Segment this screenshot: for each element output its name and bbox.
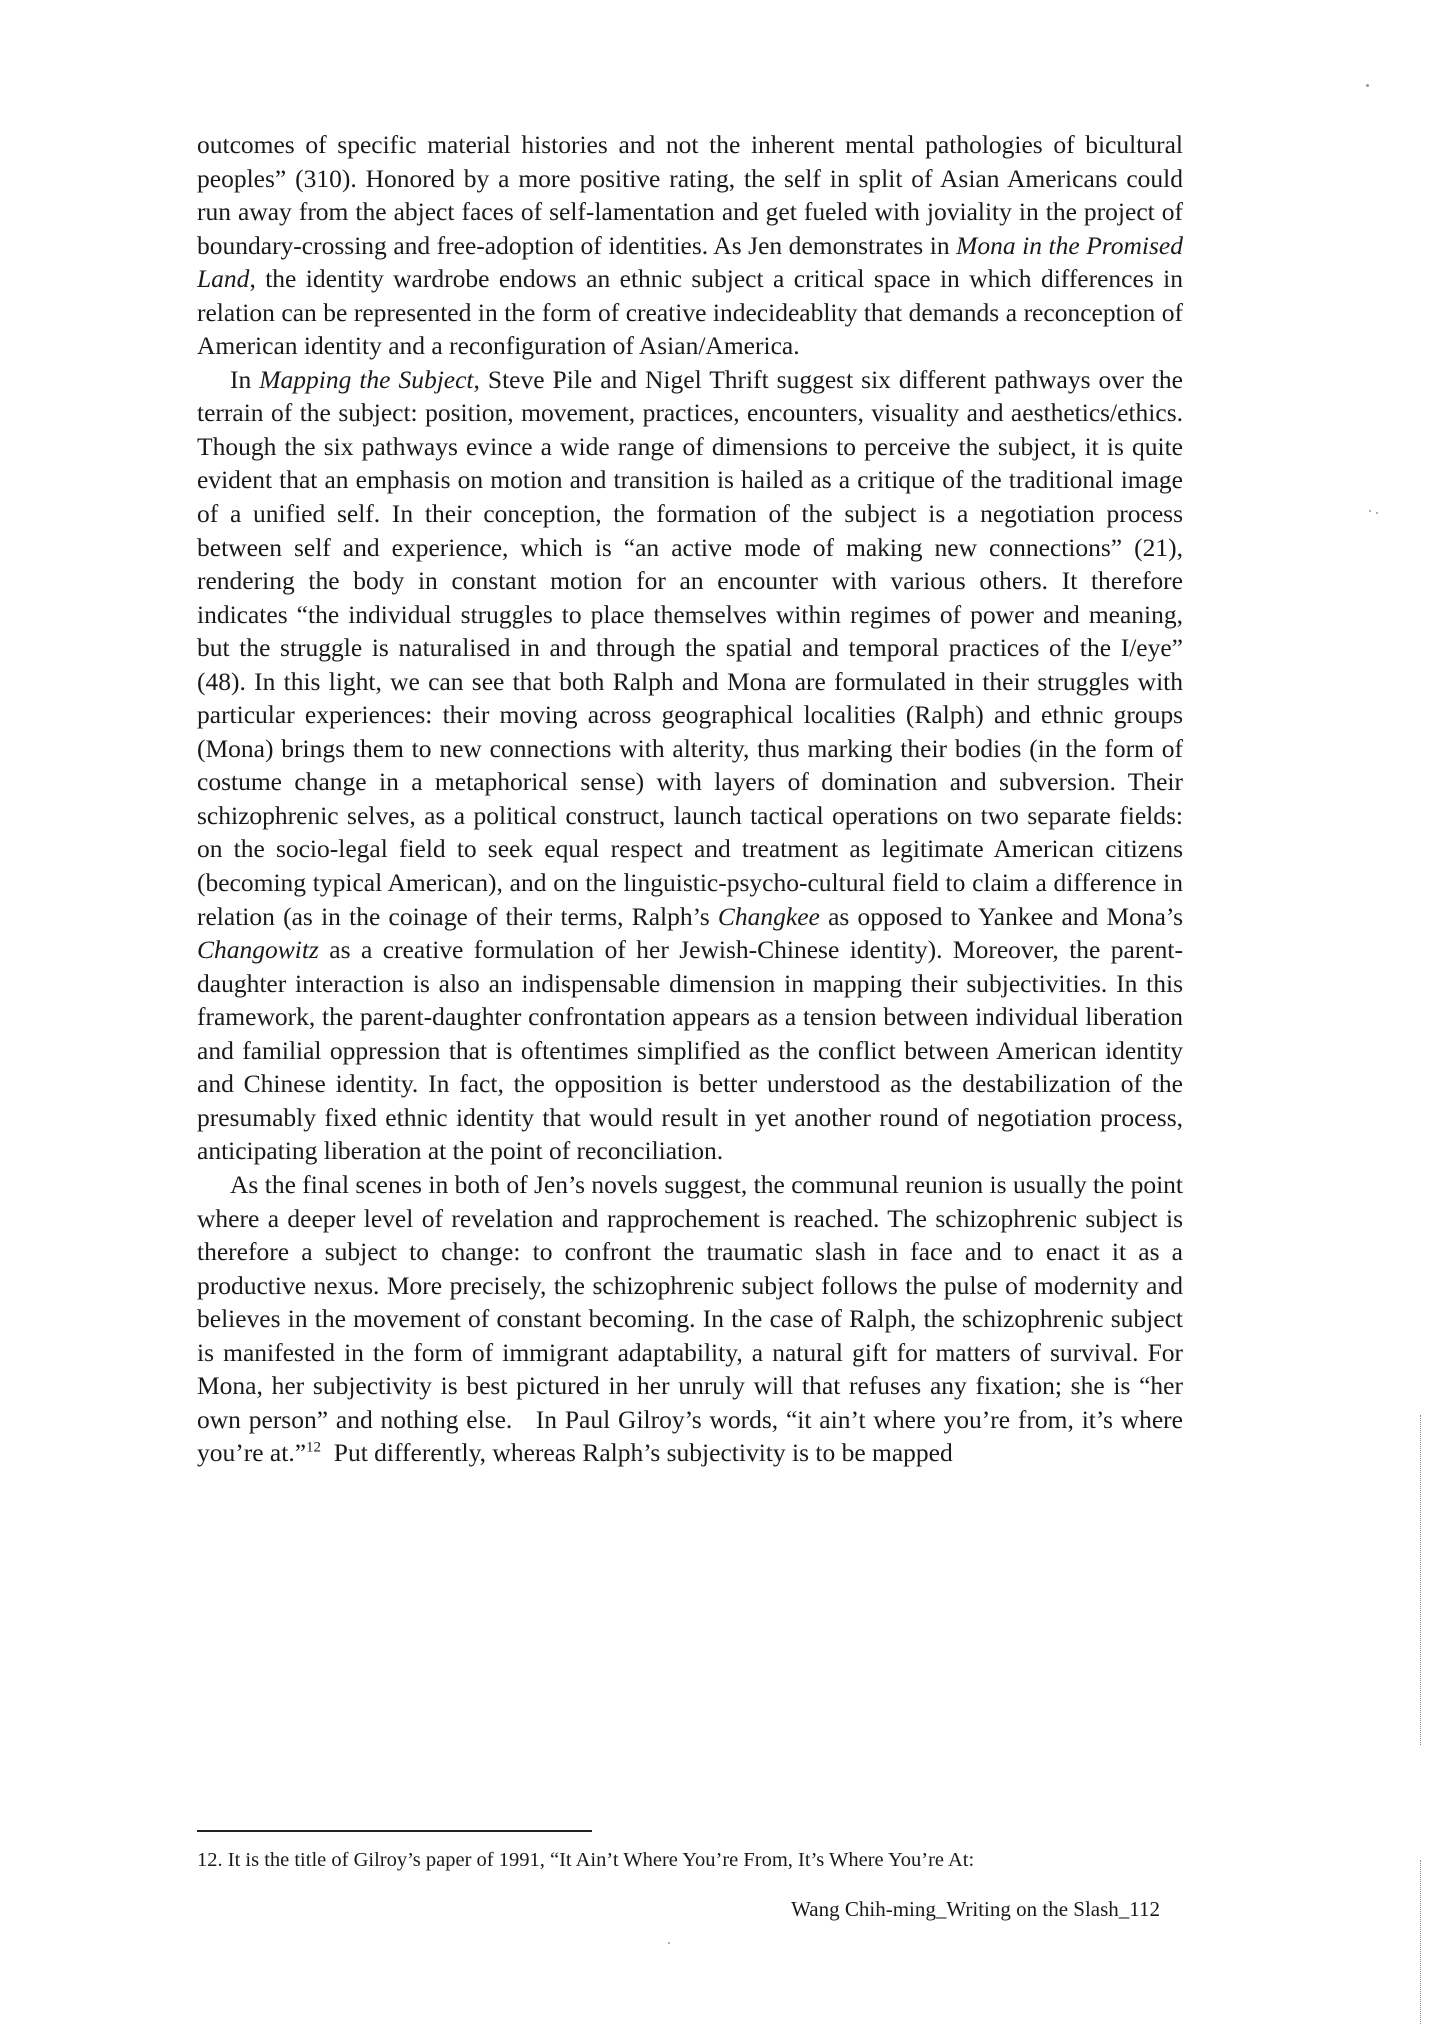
paragraph-text: outcomes of specific material histories and not the inherent mental pathologies of bicultural peoples” (310). Honored by a more positive rating, the self in split of Asian Americans could run away from the abject faces of self-lamentation and get fueled with joviality in the project of boundary-crossing and free-adoption of identities. As Jen demonstrates in xyxy=(197,130,1183,260)
running-footer: Wang Chih-ming_Writing on the Slash_112 xyxy=(791,1897,1160,1921)
italic-title: Mapping the Subject xyxy=(259,364,474,394)
footnote-separator xyxy=(197,1830,592,1832)
italic-title: Mona in the Promised Land xyxy=(197,230,1183,294)
scan-speck xyxy=(668,1942,670,1944)
paragraph-text: as opposed to Yankee and Mona’s xyxy=(819,901,1183,931)
paragraph-text: , the identity wardrobe endows an ethnic subject a critical space in which differences in relation can be represented in the form of creative indecideablity that demands a reconception of American identity and a reconfiguration of Asian/America. xyxy=(197,264,1183,361)
italic-title: Changkee xyxy=(717,901,820,931)
scan-edge-mark xyxy=(1420,1860,1422,2024)
scan-speck xyxy=(1369,510,1371,512)
paragraph-text: , Steve Pile and Nigel Thrift suggest six different pathways over the terrain of the subject: position, movement, practices, encounters, visuality and aesthetics/ethics. Though the six pathways evince a wide range of dimensions to perceive the subject, it is quite evident that an emphasis on motion and transition is hailed as a critique of the traditional image of a unified self. In their conception, the formation of the subject is a negotiation process between self and experience, which is “an active mode of making new connections” (21), rendering the body in constant motion for an encounter with various others. It therefore indicates “the individual struggles to place themselves within regimes of power and meaning, but the struggle is naturalised in and through the spatial and temporal practices of the I/eye” (48). In this light, we can see that both Ralph and Mona are formulated in their struggles with particular experiences: their moving across geographical localities (Ralph) and ethnic groups (Mona) brings them to new connections with alterity, thus marking their bodies (in the form of costume change in a metaphorical sense) with layers of domination and subversion. Their schizophrenic selves, as a political construct, launch tactical operations on two separate fields: on the socio-legal field to seek equal respect and treatment as legitimate American citizens (becoming typical American), and on the linguistic-psycho-cultural field to claim a difference in relation (as in the coinage of their terms, Ralph’s xyxy=(197,364,1183,931)
scan-edge-mark xyxy=(1420,1415,1422,1745)
paragraph-text: In xyxy=(230,364,260,394)
paragraph-text: as a creative formulation of her Jewish-Chinese identity). Moreover, the parent-daughter interaction is also an indispensable dimension in mapping their subjectivities. In this framework, the parent-daughter confrontation appears as a tension between individual liberation and familial oppression that is oftentimes simplified as the conflict between American identity and Chinese identity. In fact, the opposition is better understood as the destabilization of the presumably fixed ethnic identity that would result in yet another round of negotiation process, anticipating liberation at the point of reconciliation. xyxy=(197,935,1183,1166)
body-text xyxy=(197,128,1183,1470)
italic-title: Changowitz xyxy=(197,935,319,965)
footnote-12: 12. It is the title of Gilroy’s paper of 1991, “It Ain’t Where You’re From, It’s Where You’re At: xyxy=(197,1849,975,1871)
footnote-marker: 12 xyxy=(306,1439,322,1456)
scan-speck xyxy=(1366,84,1369,87)
paragraph-text: As the final scenes in both of Jen’s novels suggest, the communal reunion is usually the point where a deeper level of revelation and rapprochement is reached. The schizophrenic subject is therefore a subject to change: to confront the traumatic slash in face and to enact it as a productive nexus. More precisely, the schizophrenic subject follows the pulse of modernity and believes in the movement of constant becoming. In the case of Ralph, the schizophrenic subject is manifested in the form of immigrant adaptability, a natural gift for matters of survival. For Mona, her subjectivity is best pictured in her unruly will that refuses any fixation; she is “her own person” and nothing else. In Paul Gilroy’s words, “it ain’t where you’re from, it’s where you’re at.” xyxy=(197,1169,1183,1468)
paragraph xyxy=(197,128,1183,363)
paragraph-text: Put differently, whereas Ralph’s subjectivity is to be mapped xyxy=(321,1438,953,1468)
scan-speck xyxy=(1376,512,1378,514)
paragraph xyxy=(197,363,1183,1168)
paragraph xyxy=(197,1168,1183,1470)
